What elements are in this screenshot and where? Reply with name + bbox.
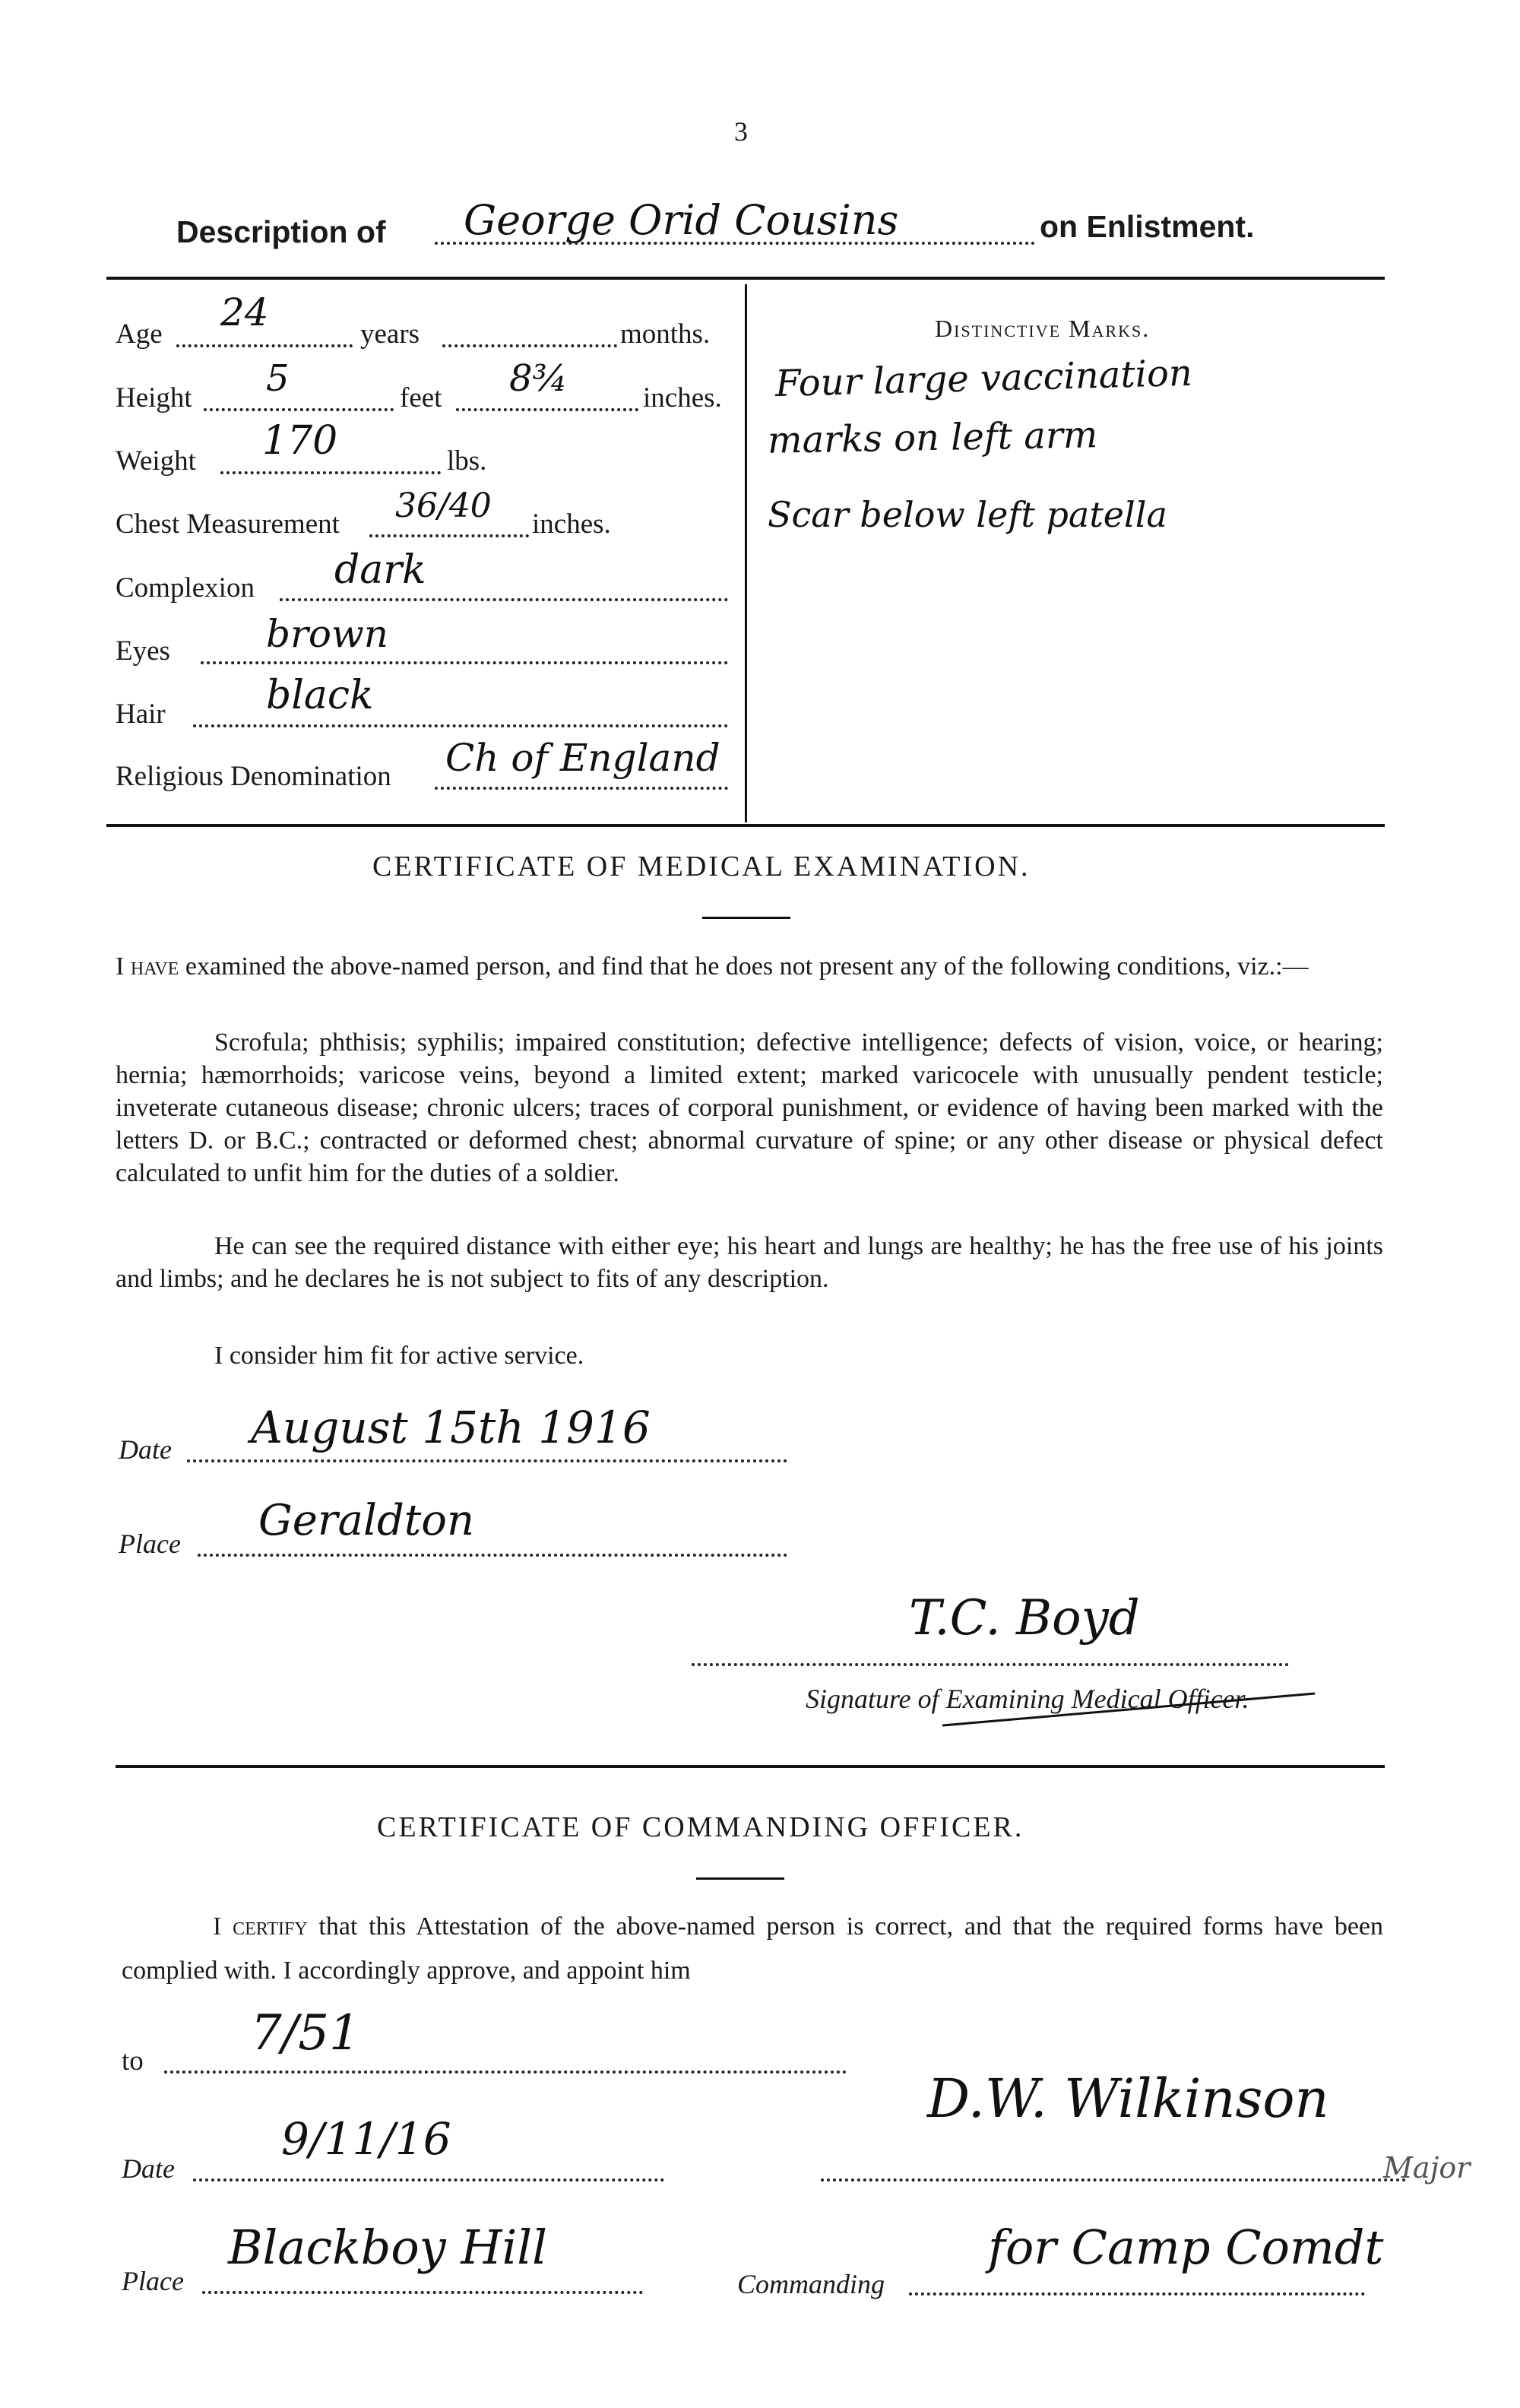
medical-place-label: Place	[119, 1529, 181, 1559]
medical-health-text: He can see the required distance with either eye; his heart and lungs are healthy; he has the free use of his joints and limbs; and he declares he is not subject to fits of any description.	[116, 1232, 1383, 1293]
hair-label: Hair	[116, 699, 166, 730]
commanding-officer-signature: D.W. Wilkinson	[927, 2067, 1329, 2130]
medical-date-value: August 15th 1916	[251, 1402, 651, 1453]
medical-conditions-text: Scrofula; phthisis; syphilis; impaired constitution; defective intelligence; defects of vision, voice, or hearing; hernia; hæmorrhoids; varicose veins, beyond a limited extent; marked varicocele with unusually pendent testicle; inveterate cutaneous disease; chronic ulcers; traces of corporal punishment, or evidence of having been marked with the letters D. or B.C.; contracted or deformed chest; abnormal curvature of spine; or any other disease or physical defect calculated to unfit him for the duties of a soldier.	[116, 1028, 1383, 1187]
weight-value: 170	[262, 418, 338, 464]
distinctive-mark-line-2: marks on left arm	[767, 413, 1098, 462]
chest-unit: inches.	[532, 509, 611, 540]
commanding-certify	[122, 1905, 1383, 1993]
commanding-title-underline	[696, 1877, 784, 1880]
eyes-label: Eyes	[116, 635, 170, 667]
description-bottom-rule	[106, 824, 1385, 827]
commanding-date-label: Date	[122, 2153, 175, 2184]
medical-intro-text: examined the above-named person, and find that he does not present any of the following conditions, viz.:—	[185, 952, 1309, 981]
medical-date-label: Date	[119, 1434, 172, 1465]
inches-label: inches.	[643, 382, 722, 413]
strike-through-mark	[942, 1686, 1322, 1732]
weight-dotted-line	[220, 471, 441, 474]
chest-value: 36/40	[395, 486, 492, 525]
medical-place-value: Geraldton	[258, 1496, 475, 1545]
medical-fit	[116, 1339, 1383, 1372]
medical-intro-lead: I have	[116, 952, 179, 981]
recruit-name: George Orid Cousins	[464, 196, 899, 244]
column-divider	[745, 284, 747, 822]
commanding-rank: Major	[1383, 2151, 1471, 2185]
medical-health	[116, 1230, 1383, 1295]
religion-dotted-line	[435, 787, 728, 790]
distinctive-marks-heading: Distinctive Marks.	[935, 315, 1151, 342]
hair-value: black	[266, 673, 374, 718]
eyes-dotted-line	[201, 661, 728, 664]
height-feet-value: 5	[266, 357, 290, 400]
medical-place-dotted-line	[198, 1554, 787, 1557]
age-value: 24	[220, 290, 269, 334]
feet-label: feet	[400, 382, 442, 413]
medical-intro	[116, 950, 1383, 983]
complexion-dotted-line	[280, 598, 728, 601]
complexion-value: dark	[334, 547, 426, 593]
commanding-label: Commanding	[737, 2269, 885, 2299]
medical-title-underline	[702, 917, 790, 919]
commanding-certificate-title: CERTIFICATE OF COMMANDING OFFICER.	[377, 1811, 1024, 1843]
distinctive-mark-line-3: Scar below left patella	[768, 494, 1167, 535]
commanding-date-value: 9/11/16	[281, 2113, 451, 2165]
chest-dotted-line	[369, 534, 529, 537]
religion-label: Religious Denomination	[116, 761, 391, 792]
weight-label: Weight	[116, 445, 196, 477]
months-label: months.	[620, 318, 711, 350]
description-suffix: on Enlistment.	[1040, 209, 1255, 244]
lbs-label: lbs.	[447, 445, 487, 477]
top-rule	[106, 277, 1385, 280]
medical-fit-text: I consider him fit for active service.	[214, 1342, 584, 1370]
eyes-value: brown	[266, 612, 389, 656]
height-label: Height	[116, 382, 192, 413]
name-dotted-line	[435, 242, 1035, 245]
commanding-value: for Camp Comdt	[988, 2219, 1384, 2275]
description-prefix: Description of	[176, 214, 386, 249]
religion-value: Ch of England	[445, 736, 720, 780]
years-label: years	[360, 318, 420, 350]
commanding-place-label: Place	[122, 2266, 184, 2296]
distinctive-mark-line-1: Four large vaccination	[774, 351, 1193, 406]
commanding-place-dotted-line	[202, 2291, 643, 2294]
age-label: Age	[116, 318, 163, 350]
medical-conditions	[116, 1026, 1383, 1190]
chest-label: Chest Measurement	[116, 509, 340, 540]
medical-certificate-title: CERTIFICATE OF MEDICAL EXAMINATION.	[372, 851, 1031, 882]
commanding-signature-dotted-line	[821, 2178, 1406, 2181]
commanding-top-rule	[116, 1765, 1385, 1768]
medical-signature-label: Signature of Examining Medical Officer.	[806, 1684, 1249, 1714]
commanding-certify-lead: I certify	[213, 1912, 308, 1941]
medical-date-dotted-line	[187, 1459, 787, 1462]
medical-officer-signature: T.C. Boyd	[909, 1590, 1140, 1646]
height-inches-dotted-line	[456, 408, 638, 411]
commanding-to-dotted-line	[164, 2071, 847, 2074]
age-dotted-line	[176, 344, 353, 347]
commanding-to-value: 7/51	[251, 2005, 360, 2061]
months-dotted-line	[442, 344, 617, 347]
commanding-to-label: to	[122, 2045, 144, 2077]
complexion-label: Complexion	[116, 572, 255, 604]
height-inches-value: 8¾	[509, 357, 568, 400]
commanding-certify-text: that this Attestation of the above-named person is correct, and that the required forms have been complied with. I accordingly approve, and appoint him	[122, 1912, 1383, 1985]
hair-dotted-line	[193, 724, 728, 727]
page-number: 3	[734, 116, 748, 147]
medical-signature-dotted-line	[692, 1663, 1289, 1666]
commanding-date-dotted-line	[193, 2178, 664, 2181]
commanding-dotted-line	[909, 2292, 1365, 2296]
commanding-place-value: Blackboy Hill	[228, 2219, 547, 2275]
height-feet-dotted-line	[204, 408, 394, 411]
